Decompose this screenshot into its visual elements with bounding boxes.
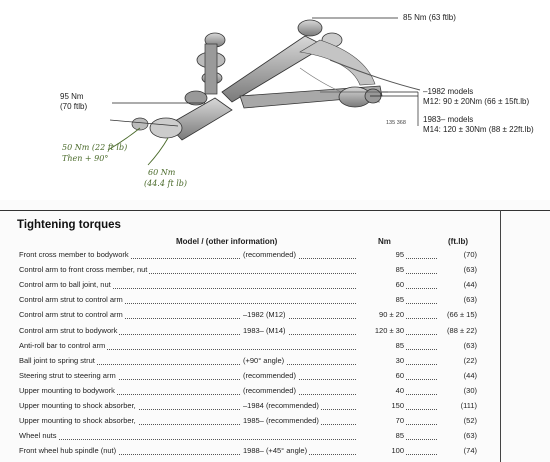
control-arm bbox=[222, 20, 420, 108]
section-title: Tightening torques bbox=[17, 219, 121, 231]
row-ftlb-value: (44) bbox=[437, 371, 479, 380]
row-model-info: 1985– (recommended) bbox=[243, 416, 319, 426]
table-row bbox=[17, 326, 477, 339]
row-model-info: (+90° angle) bbox=[243, 355, 285, 365]
callout-1983-spec: M14: 120 ± 30Nm (88 ± 22ft.lb) bbox=[423, 125, 534, 134]
row-ftlb-value: (66 ± 15) bbox=[437, 310, 479, 319]
row-model-info: 1983– (M14) bbox=[243, 325, 286, 335]
row-nm-value: 85 bbox=[357, 265, 406, 274]
row-model-info: 1988– (+45° angle) bbox=[243, 446, 308, 456]
row-ftlb-value: (63) bbox=[437, 431, 479, 440]
row-ftlb-value: (88 ± 22) bbox=[437, 326, 479, 335]
row-label: Steering strut to steering arm bbox=[19, 370, 116, 380]
row-ftlb-value: (63) bbox=[437, 265, 479, 274]
row-label: Upper mounting to shock absorber, bbox=[19, 416, 136, 426]
row-label: Upper mounting to bodywork bbox=[19, 385, 115, 395]
row-label: Wheel nuts bbox=[19, 431, 57, 441]
table-row bbox=[17, 265, 477, 278]
table-row bbox=[17, 341, 477, 354]
table-row bbox=[17, 446, 477, 459]
handwritten-note-nm: 60 Nm bbox=[148, 168, 176, 177]
header-model: Model / (other information) bbox=[176, 237, 278, 246]
table-row bbox=[17, 250, 477, 263]
row-nm-value: 100 bbox=[357, 446, 406, 455]
table-row bbox=[17, 356, 477, 369]
row-label: Control arm strut to control arm bbox=[19, 295, 123, 305]
row-nm-value: 40 bbox=[357, 386, 406, 395]
table-row bbox=[17, 310, 477, 323]
callout-crossmember-nm: 95 Nm bbox=[60, 92, 84, 101]
row-nm-value: 95 bbox=[357, 250, 406, 259]
row-label: Anti-roll bar to control arm bbox=[19, 340, 106, 350]
row-model-info: (recommended) bbox=[243, 385, 296, 395]
row-model-info: (recommended) bbox=[243, 250, 296, 259]
section-divider bbox=[0, 210, 550, 211]
row-model-info: (recommended) bbox=[243, 370, 296, 380]
row-label: Upper mounting to shock absorber, bbox=[19, 401, 136, 410]
row-ftlb-value: (74) bbox=[437, 446, 479, 455]
row-ftlb-value: (52) bbox=[437, 416, 479, 425]
callout-1983-models: 1983– models bbox=[423, 115, 474, 124]
handwritten-note-ftlb: (44.4 ft lb) bbox=[144, 179, 187, 188]
row-nm-value: 60 bbox=[357, 371, 406, 380]
row-label: Control arm to ball joint, nut bbox=[19, 280, 111, 290]
row-nm-value: 85 bbox=[357, 341, 406, 350]
table-row bbox=[17, 386, 477, 399]
row-nm-value: 90 ± 20 bbox=[357, 310, 406, 319]
table-row bbox=[17, 280, 477, 293]
suspension-diagram bbox=[0, 0, 550, 200]
row-ftlb-value: (44) bbox=[437, 280, 479, 289]
row-nm-value: 120 ± 30 bbox=[357, 326, 406, 335]
row-nm-value: 85 bbox=[357, 431, 406, 440]
row-nm-value: 85 bbox=[357, 295, 406, 304]
table-row bbox=[17, 371, 477, 384]
row-label: Front wheel hub spindle (nut) bbox=[19, 446, 117, 456]
row-model-info: –1984 (recommended) bbox=[243, 401, 319, 410]
callout-1982-models: –1982 models bbox=[423, 87, 474, 96]
row-label: Control arm to front cross member, nut bbox=[19, 265, 148, 275]
row-ftlb-value: (63) bbox=[437, 295, 479, 304]
table-row bbox=[17, 401, 477, 414]
row-label: Control arm strut to control arm bbox=[19, 310, 123, 320]
table-row bbox=[17, 416, 477, 429]
table-row bbox=[17, 295, 477, 308]
callout-crossmember-ft: (70 ftlb) bbox=[60, 102, 88, 111]
header-nm: Nm bbox=[378, 237, 391, 246]
section-border bbox=[500, 210, 501, 462]
row-label: Control arm strut to bodywork bbox=[19, 325, 118, 335]
row-nm-value: 30 bbox=[357, 356, 406, 365]
row-nm-value: 60 bbox=[357, 280, 406, 289]
leader-dots bbox=[17, 439, 402, 440]
torque-table-section bbox=[0, 200, 550, 462]
lower-arm bbox=[110, 91, 232, 140]
row-model-info: –1982 (M12) bbox=[243, 310, 286, 320]
callout-1982-spec: M12: 90 ± 20Nm (66 ± 15ft.lb) bbox=[423, 97, 530, 106]
row-ftlb-value: (63) bbox=[437, 341, 479, 350]
callout-upper-torque: 85 Nm (63 ftlb) bbox=[403, 13, 456, 22]
row-nm-value: 150 bbox=[357, 401, 406, 410]
row-ftlb-value: (30) bbox=[437, 386, 479, 395]
table-row bbox=[17, 431, 477, 444]
row-label: Ball joint to spring strut bbox=[19, 355, 95, 365]
upper-strut-mount bbox=[197, 33, 225, 94]
row-ftlb-value: (22) bbox=[437, 356, 479, 365]
header-ftlb: (ft.lb) bbox=[448, 237, 468, 246]
handwritten-note-balljoint: 50 Nm (22 ft lb) bbox=[62, 143, 128, 152]
handwritten-note-angle: Then + 90° bbox=[62, 154, 109, 163]
row-ftlb-value: (111) bbox=[437, 401, 479, 410]
figure-number: 135 368 bbox=[386, 120, 406, 126]
row-ftlb-value: (70) bbox=[437, 250, 479, 259]
row-label: Front cross member to bodywork bbox=[19, 250, 129, 259]
row-nm-value: 70 bbox=[357, 416, 406, 425]
